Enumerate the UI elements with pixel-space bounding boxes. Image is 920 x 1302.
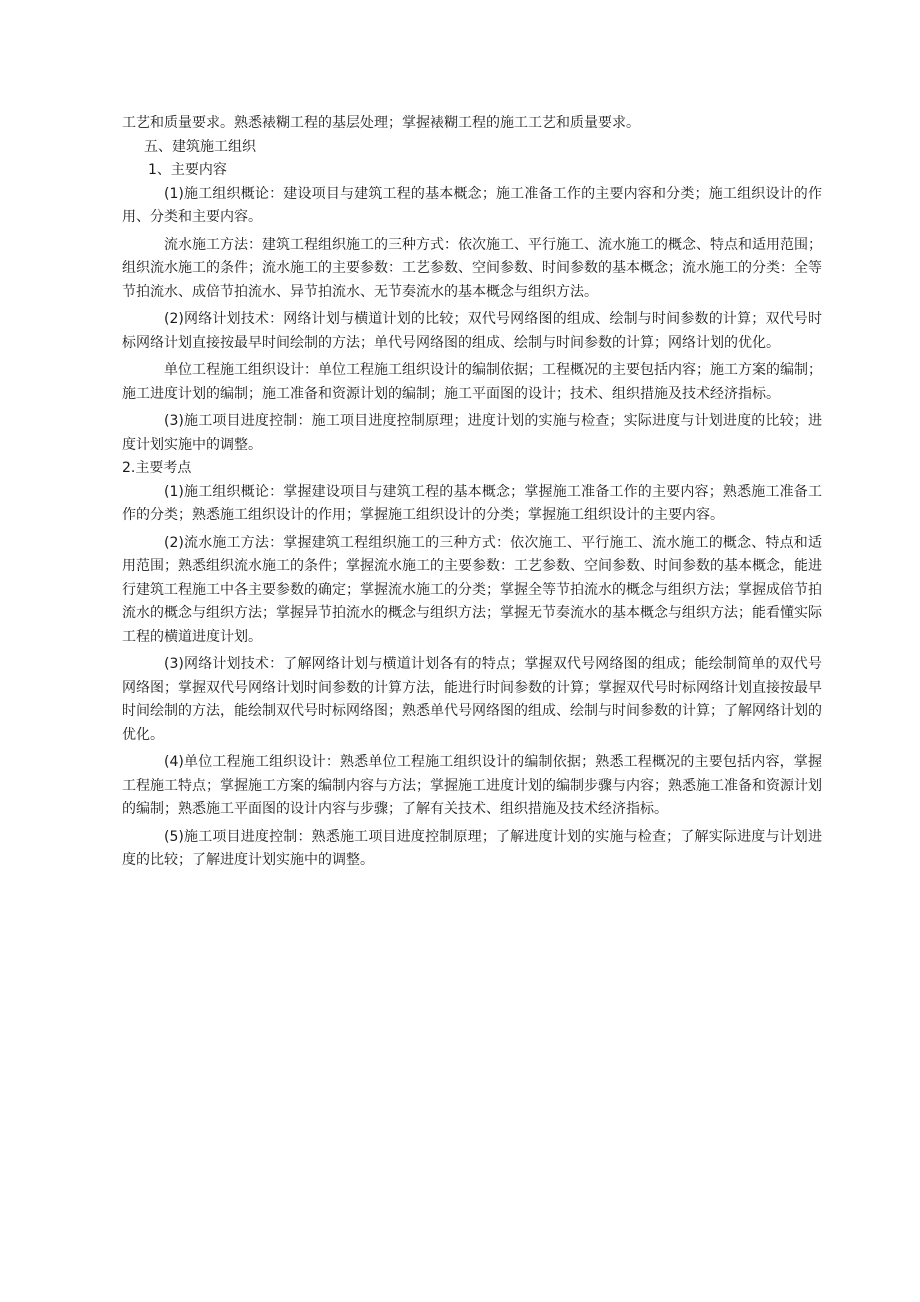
subsection-heading-main-content: 1、主要内容 — [148, 162, 227, 178]
keypoint-flow-construction: (2)流水施工方法：掌握建筑工程组织施工的三种方式：依次施工、平行施工、流水施工的概念、特点和适用范围；熟悉组织流水施工的条件；掌握流水施工的主要参数：工艺参数、空间参数、时间参数的基本概念，能进行建筑工程施工中各主要参数的确定；掌握流水施工的分类；掌握全等节拍流水的概念与组织方法；掌握成倍节拍流水的概念与组织方法；掌握异节拍流水的概念与组织方法；掌握无节奏流水的基本概念与组织方法；能看懂实际工程的横道进度计划。 — [122, 534, 822, 645]
document-page — [122, 112, 822, 873]
paragraph-organization-overview: (1)施工组织概论：建设项目与建筑工程的基本概念；施工准备工作的主要内容和分类；施工组织设计的作用、分类和主要内容。 — [122, 185, 822, 225]
keypoint-organization-overview: (1)施工组织概论：掌握建设项目与建筑工程的基本概念；掌握施工准备工作的主要内容；熟悉施工准备工作的分类；熟悉施工组织设计的作用；掌握施工组织设计的分类；掌握施工组织设计的主要内容。 — [122, 483, 822, 523]
paragraph-progress-control: (3)施工项目进度控制：施工项目进度控制原理；进度计划的实施与检查；实际进度与计划进度的比较；进度计划实施中的调整。 — [122, 413, 822, 453]
keypoint-progress-control: (5)施工项目进度控制：熟悉施工项目进度控制原理；了解进度计划的实施与检查；了解实际进度与计划进度的比较；了解进度计划实施中的调整。 — [122, 828, 822, 868]
continuation-line: 工艺和质量要求。熟悉裱糊工程的基层处理；掌握裱糊工程的施工工艺和质量要求。 — [122, 115, 640, 131]
subsection-heading-key-points: 2.主要考点 — [122, 460, 192, 476]
paragraph-flow-construction: 流水施工方法：建筑工程组织施工的三种方式：依次施工、平行施工、流水施工的概念、特点和适用范围；组织流水施工的条件；流水施工的主要参数：工艺参数、空间参数、时间参数的基本概念；流水施工的分类：全等节拍流水、成倍节拍流水、异节拍流水、无节奏流水的基本概念与组织方法。 — [122, 236, 822, 300]
paragraph-unit-design: 单位工程施工组织设计：单位工程施工组织设计的编制依据；工程概况的主要包括内容；施工方案的编制；施工进度计划的编制；施工准备和资源计划的编制；施工平面图的设计；技术、组织措施及技术经济指标。 — [122, 362, 822, 402]
keypoint-network-planning: (3)网络计划技术：了解网络计划与横道计划各有的特点；掌握双代号网络图的组成；能绘制简单的双代号网络图；掌握双代号网络计划时间参数的计算方法，能进行时间参数的计算；掌握双代号时标网络计划直接按最早时间绘制的方法，能绘制双代号时标网络图；熟悉单代号网络图的组成、绘制与时间参数的计算；了解网络计划的优化。 — [122, 656, 822, 743]
paragraph-network-planning: (2)网络计划技术：网络计划与横道计划的比较；双代号网络图的组成、绘制与时间参数的计算；双代号时标网络计划直接按最早时间绘制的方法；单代号网络图的组成、绘制与时间参数的计算；网络计划的优化。 — [122, 311, 822, 351]
keypoint-unit-design: (4)单位工程施工组织设计：熟悉单位工程施工组织设计的编制依据；熟悉工程概况的主要包括内容，掌握工程施工特点；掌握施工方案的编制内容与方法；掌握施工进度计划的编制步骤与内容；熟悉施工准备和资源计划的编制；熟悉施工平面图的设计内容与步骤；了解有关技术、组织措施及技术经济指标。 — [122, 754, 822, 817]
section-heading: 五、建筑施工组织 — [144, 138, 256, 155]
